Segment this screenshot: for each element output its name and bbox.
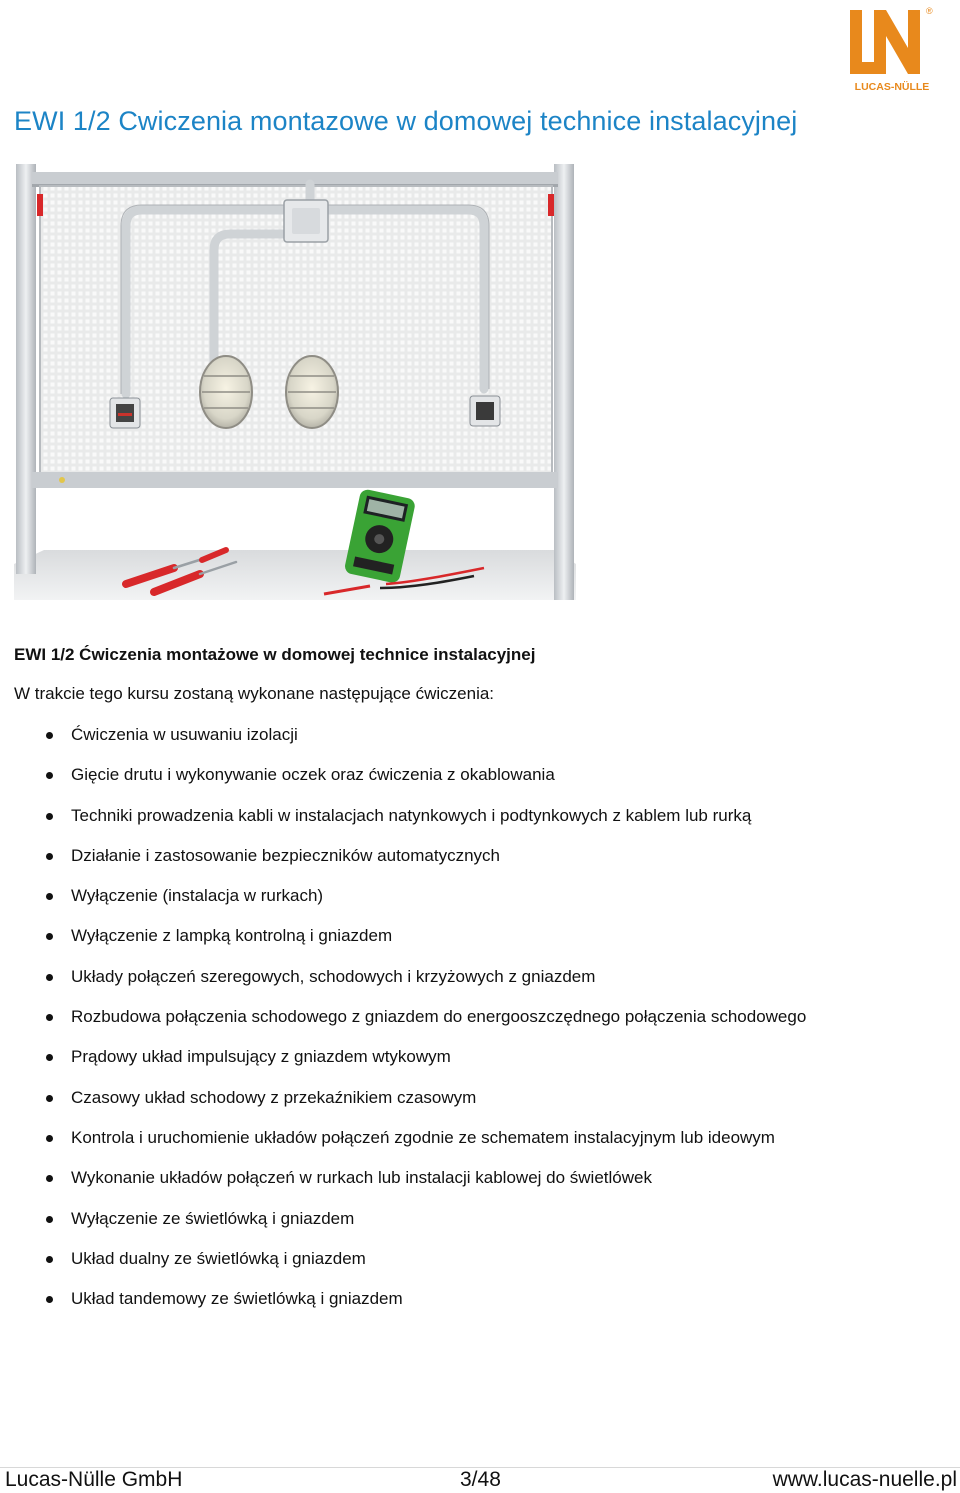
intro-text: W trakcie tego kursu zostaną wykonane następujące ćwiczenia: — [14, 684, 495, 703]
product-photo — [14, 164, 576, 600]
list-item-text: Rozbudowa połączenia schodowego z gniazdem do energooszczędnego połączenia schodowego — [71, 1007, 807, 1027]
list-item-text: Ćwiczenia w usuwaniu izolacji — [71, 725, 298, 744]
bullet-icon — [46, 893, 53, 900]
list-item — [0, 796, 960, 836]
list-item — [0, 1239, 960, 1279]
list-item-text: Wyłączenie z lampką kontrolną i gniazdem — [71, 926, 393, 946]
list-item-text: Wyłączenie (instalacja w rurkach) — [71, 886, 324, 906]
list-item — [0, 1078, 960, 1118]
exercise-list — [0, 715, 960, 1319]
bullet-icon — [46, 853, 53, 860]
product-subtitle: EWI 1/2 Ćwiczenia montażowe w domowej technice instalacyjnej — [14, 645, 536, 664]
list-item-text: Kontrola i uruchomienie układów połączeń zgodnie ze schematem instalacyjnym lub ideowym — [71, 1127, 775, 1147]
list-item-text: Układy połączeń szeregowych, schodowych i krzyżowych z gniazdem — [71, 966, 596, 986]
page-title: EWI 1/2 Cwiczenia montazowe w domowej technice instalacyjnej — [14, 106, 798, 136]
list-item — [0, 1158, 960, 1198]
bullet-icon — [46, 813, 53, 820]
registered-mark: ® — [926, 6, 933, 16]
list-item — [0, 715, 960, 755]
list-item — [0, 755, 960, 795]
list-item-text: Techniki prowadzenia kabli w instalacjach natynkowych i podtynkowych z kablem lub rurką — [71, 805, 752, 825]
bullet-icon — [46, 1014, 53, 1021]
logo-brand-text: LUCAS-NÜLLE — [854, 81, 930, 93]
bullet-icon — [46, 732, 53, 739]
list-item — [0, 957, 960, 997]
footer-website-link[interactable]: www.lucas-nuelle.pl — [772, 1468, 957, 1491]
list-item-text: Wyłączenie ze świetlówką i gniazdem — [71, 1208, 355, 1228]
footer-page-number: 3/48 — [460, 1468, 501, 1491]
bullet-icon — [46, 1256, 53, 1263]
bullet-icon — [46, 933, 53, 940]
list-item-text: Prądowy układ impulsujący z gniazdem wtykowym — [71, 1047, 451, 1067]
list-item — [0, 1037, 960, 1077]
bullet-icon — [46, 1175, 53, 1182]
footer-company: Lucas-Nülle GmbH — [5, 1468, 183, 1491]
bullet-icon — [46, 772, 53, 779]
bullet-icon — [46, 1095, 53, 1102]
bullet-icon — [46, 1216, 53, 1223]
list-item-text: Układ dualny ze świetlówką i gniazdem — [71, 1248, 366, 1268]
bullet-icon — [46, 1054, 53, 1061]
lucas-nuelle-logo — [846, 4, 938, 96]
list-item-text: Czasowy układ schodowy z przekaźnikiem czasowym — [71, 1087, 477, 1107]
list-item-text: Układ tandemowy ze świetlówką i gniazdem — [71, 1289, 403, 1309]
list-item — [0, 916, 960, 956]
bullet-icon — [46, 1296, 53, 1303]
list-item — [0, 997, 960, 1037]
list-item — [0, 836, 960, 876]
list-item — [0, 1199, 960, 1239]
list-item — [0, 1118, 960, 1158]
bullet-icon — [46, 974, 53, 981]
list-item — [0, 1279, 960, 1319]
list-item-text: Działanie i zastosowanie bezpieczników automatycznych — [71, 845, 500, 865]
list-item — [0, 876, 960, 916]
list-item-text: Gięcie drutu i wykonywanie oczek oraz ćwiczenia z okablowania — [71, 765, 555, 785]
bullet-icon — [46, 1135, 53, 1142]
list-item-text: Wykonanie układów połączeń w rurkach lub instalacji kablowej do świetlówek — [71, 1168, 652, 1188]
